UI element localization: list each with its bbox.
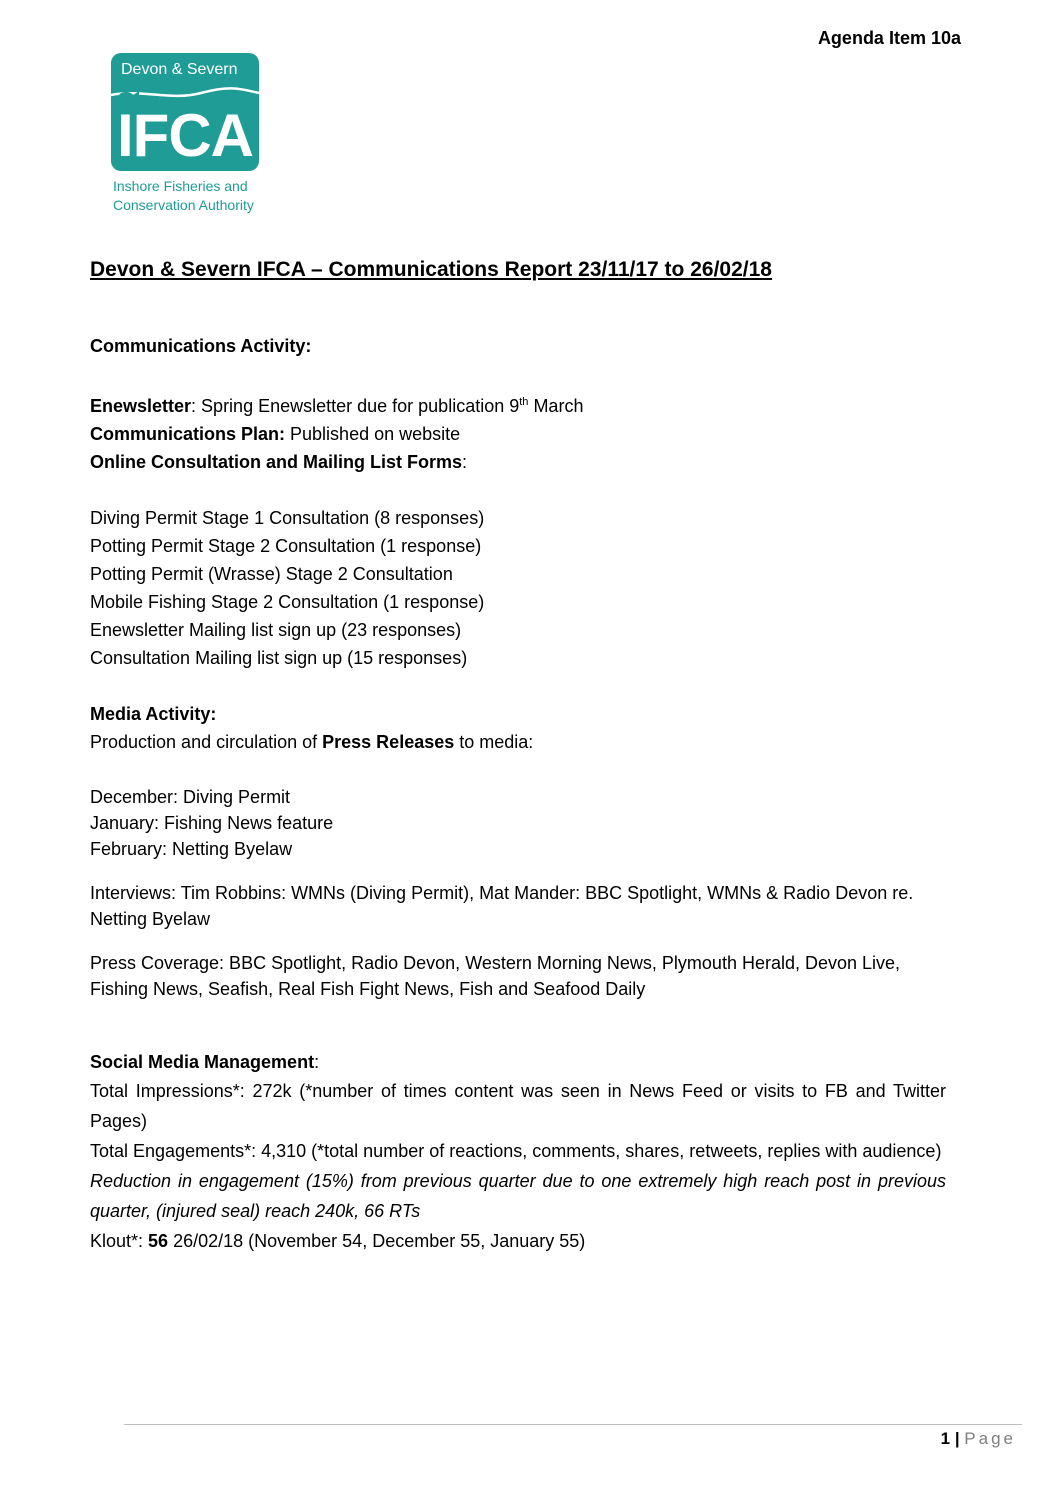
- page-number: 1: [940, 1429, 951, 1448]
- logo-subtitle: [113, 177, 273, 215]
- media-intro: Production and circulation of Press Releases to media:: [90, 732, 534, 752]
- list-item: Enewsletter Mailing list sign up (23 responses): [90, 620, 462, 640]
- press-release-item: January: Fishing News feature: [90, 813, 334, 833]
- social-heading-line: Social Media Management:: [90, 1052, 320, 1072]
- page-footer: 1 | Page: [940, 1429, 1016, 1448]
- impressions-paragraph: Total Impressions*: 272k (*number of times content was seen in News Feed or visits to FB and Twitter Pages): [90, 1081, 946, 1131]
- comms-plan-line: Communications Plan: Published on website: [90, 424, 461, 444]
- press-release-item: February: Netting Byelaw: [90, 839, 293, 859]
- footer-divider: [124, 1424, 1022, 1425]
- enewsletter-line: Enewsletter: Spring Enewsletter due for publication 9th March: [90, 396, 584, 416]
- press-release-item: December: Diving Permit: [90, 787, 291, 807]
- list-item: Potting Permit (Wrasse) Stage 2 Consultation: [90, 564, 453, 584]
- engagements-paragraph: Total Engagements*: 4,310 (*total number of reactions, comments, shares, retweets, replies with audience): [90, 1141, 942, 1161]
- ifca-logo: [111, 53, 261, 218]
- list-item: Consultation Mailing list sign up (15 responses): [90, 648, 468, 668]
- logo-ifca-text: IFCA: [117, 102, 253, 169]
- reduction-note: Reduction in engagement (15%) from previous quarter due to one extremely high reach post in previous quarter, (injured seal) reach 240k, 66 RTs: [90, 1171, 946, 1221]
- interviews-paragraph: Interviews: Tim Robbins: WMNs (Diving Permit), Mat Mander: BBC Spotlight, WMNs & Radio Devon re. Netting Byelaw: [90, 883, 914, 929]
- logo-subtitle-line2: Conservation Authority: [113, 197, 254, 213]
- report-title: Devon & Severn IFCA – Communications Report 23/11/17 to 26/02/18: [90, 258, 772, 281]
- comms-heading: Communications Activity:: [90, 336, 312, 356]
- agenda-item-label: Agenda Item 10a: [817, 28, 961, 48]
- list-item: Mobile Fishing Stage 2 Consultation (1 response): [90, 592, 485, 612]
- forms-heading-line: Online Consultation and Mailing List Forms:: [90, 452, 468, 472]
- list-item: Potting Permit Stage 2 Consultation (1 response): [90, 536, 482, 556]
- report-body: [90, 332, 946, 1256]
- list-item: Diving Permit Stage 1 Consultation (8 responses): [90, 508, 485, 528]
- klout-line: Klout*: 56 26/02/18 (November 54, December 55, January 55): [90, 1231, 586, 1251]
- logo-banner-text: Devon & Severn: [121, 61, 238, 78]
- fish-icon: [117, 89, 139, 103]
- press-coverage-paragraph: Press Coverage: BBC Spotlight, Radio Devon, Western Morning News, Plymouth Herald, Devon Live, Fishing News, Seafish, Real Fish Fight News, Fish and Seafood Daily: [90, 953, 901, 999]
- page-label: Page: [964, 1429, 1016, 1448]
- media-heading: Media Activity:: [90, 704, 217, 724]
- logo-subtitle-line1: Inshore Fisheries and: [113, 178, 248, 194]
